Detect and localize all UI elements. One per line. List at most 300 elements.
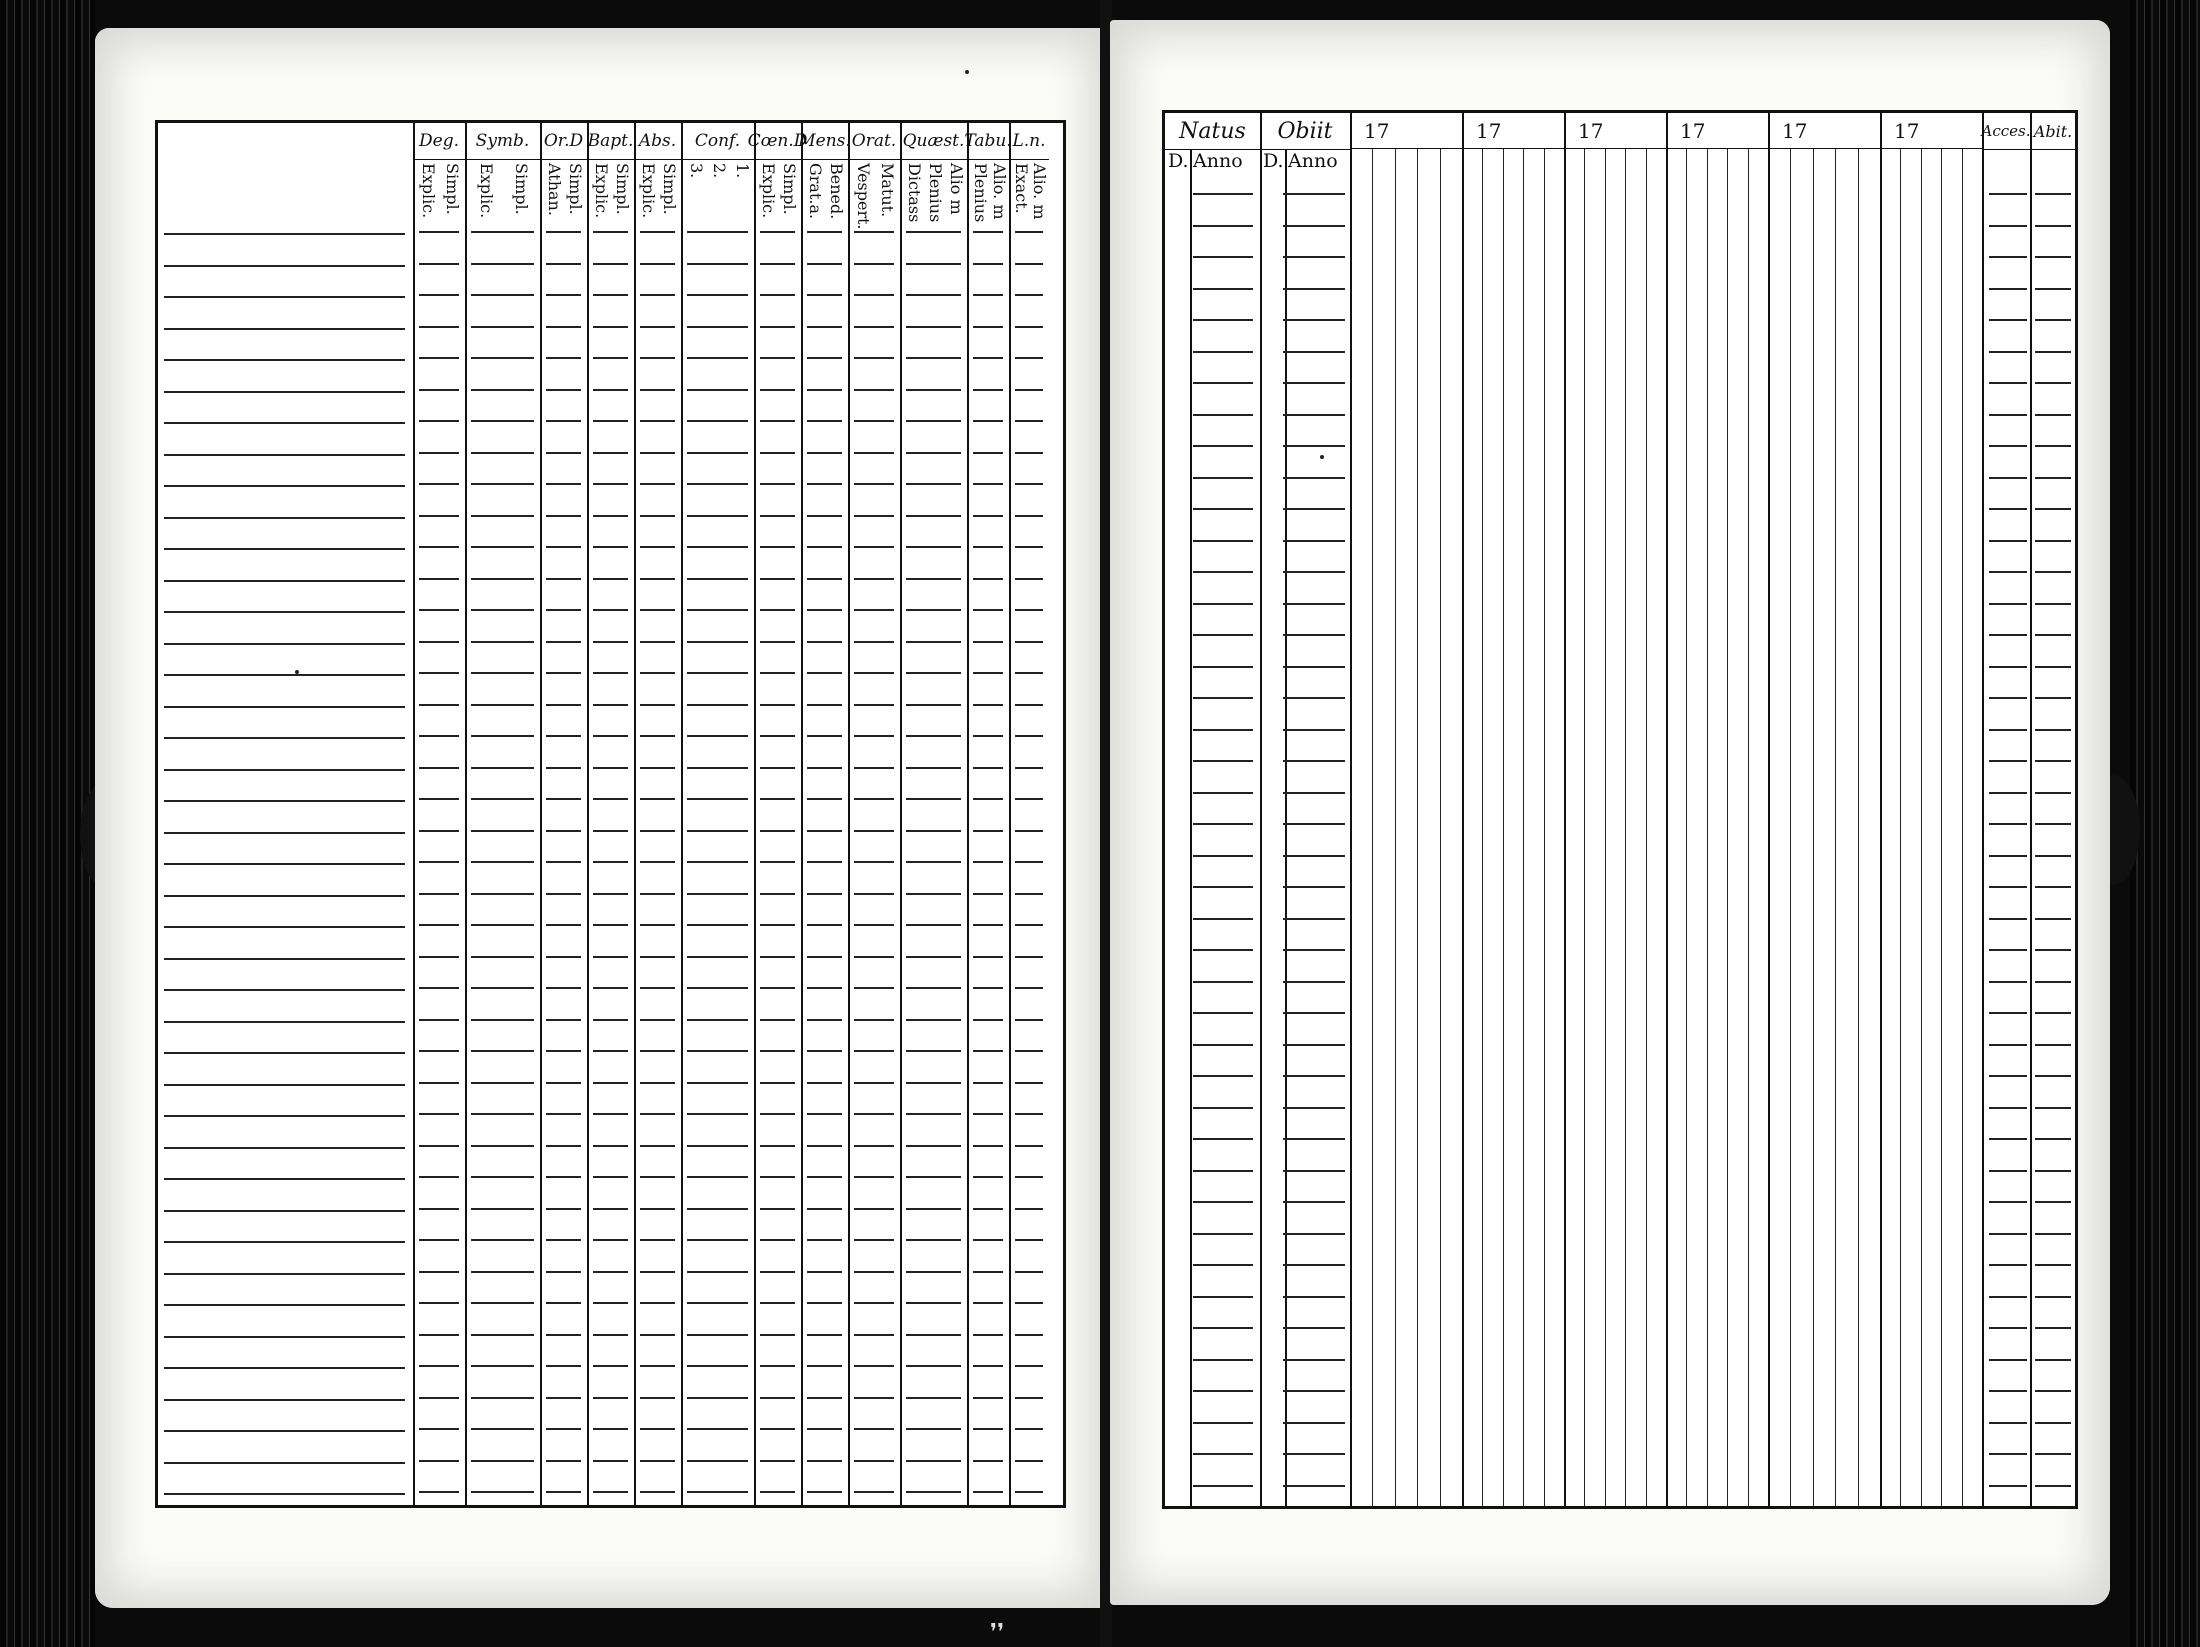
entry-line [906, 1491, 961, 1493]
entry-line [1015, 672, 1043, 674]
entry-line [1193, 1233, 1253, 1235]
entry-line [854, 294, 894, 296]
entry-line [2035, 571, 2071, 573]
column-subheader: Explic. [638, 163, 658, 219]
entry-line [1283, 886, 1345, 888]
entry-line [760, 515, 795, 517]
entry-line [807, 515, 842, 517]
entry-line [1283, 508, 1345, 510]
entry-line [1989, 1012, 2027, 1014]
entry-line [854, 641, 894, 643]
entry-line [760, 263, 795, 265]
entry-line [546, 704, 581, 706]
entry-line [807, 452, 842, 454]
entry-line [419, 1428, 459, 1430]
entry-line [2035, 1296, 2071, 1298]
entry-line [1193, 1327, 1253, 1329]
entry-line [471, 1365, 534, 1367]
entry-line [906, 861, 961, 863]
entry-line [419, 1208, 459, 1210]
entry-line [1015, 1460, 1043, 1462]
entry-line [854, 1239, 894, 1241]
entry-line [1193, 571, 1253, 573]
entry-line [1283, 1264, 1345, 1266]
entry-line [2035, 414, 2071, 416]
entry-line [546, 1334, 581, 1336]
entry-line [807, 1019, 842, 1021]
entry-line [1989, 886, 2027, 888]
entry-line [1193, 1264, 1253, 1266]
entry-line [546, 672, 581, 674]
entry-line [973, 1271, 1003, 1273]
entry-line [1193, 1044, 1253, 1046]
entry-line [419, 389, 459, 391]
entry-line [807, 893, 842, 895]
entry-line [906, 294, 961, 296]
entry-line [807, 1302, 842, 1304]
entry-line [1283, 256, 1345, 258]
column-divider [1285, 149, 1287, 1506]
entry-line [471, 798, 534, 800]
name-line [164, 580, 405, 582]
day-divider [1544, 149, 1545, 1506]
entry-line [760, 231, 795, 233]
entry-line [687, 1239, 748, 1241]
entry-line [760, 1239, 795, 1241]
entry-line [2035, 382, 2071, 384]
column-divider [900, 123, 902, 1505]
entry-line [1283, 760, 1345, 762]
name-line [164, 1273, 405, 1275]
entry-line [760, 987, 795, 989]
entry-line [593, 672, 628, 674]
entry-line [1015, 609, 1043, 611]
entry-line [419, 609, 459, 611]
entry-line [2035, 603, 2071, 605]
column-divider [681, 123, 683, 1505]
entry-line [1989, 508, 2027, 510]
entry-line [471, 546, 534, 548]
entry-line [546, 231, 581, 233]
entry-line [1015, 263, 1043, 265]
entry-line [760, 1271, 795, 1273]
entry-line [471, 735, 534, 737]
entry-line [854, 704, 894, 706]
entry-line [854, 830, 894, 832]
entry-line [1283, 351, 1345, 353]
entry-line [760, 326, 795, 328]
entry-line [906, 1208, 961, 1210]
entry-line [546, 641, 581, 643]
entry-line [854, 515, 894, 517]
name-line [164, 1399, 405, 1401]
name-line [164, 1084, 405, 1086]
entry-line [973, 1334, 1003, 1336]
entry-line [973, 483, 1003, 485]
entry-line [593, 1050, 628, 1052]
entry-line [2035, 256, 2071, 258]
column-divider [1190, 149, 1192, 1506]
entry-line [973, 1145, 1003, 1147]
column-header-cand: Cœn.D [754, 123, 801, 160]
name-line [164, 674, 405, 676]
name-line [164, 643, 405, 645]
entry-line [1193, 792, 1253, 794]
column-header-orat: Orat. [848, 123, 900, 160]
entry-line [2035, 1422, 2071, 1424]
entry-line [2035, 949, 2071, 951]
column-divider [801, 123, 803, 1505]
entry-line [807, 672, 842, 674]
column-subheader: Anno [1193, 150, 1243, 172]
entry-line [419, 420, 459, 422]
entry-line [1989, 351, 2027, 353]
entry-line [471, 1302, 534, 1304]
entry-line [1989, 1201, 2027, 1203]
entry-line [854, 578, 894, 580]
entry-line [1989, 1233, 2027, 1235]
entry-line [593, 1491, 628, 1493]
entry-line [973, 924, 1003, 926]
column-divider [413, 123, 415, 1505]
entry-line [760, 1302, 795, 1304]
entry-line [854, 672, 894, 674]
name-line [164, 265, 405, 267]
column-header-tabu: Tabu. [967, 123, 1009, 160]
column-divider [465, 123, 467, 1505]
entry-line [546, 1050, 581, 1052]
entry-line [640, 672, 675, 674]
entry-line [854, 1145, 894, 1147]
entry-line [1283, 1453, 1345, 1455]
entry-line [687, 956, 748, 958]
entry-line [687, 452, 748, 454]
entry-line [687, 1050, 748, 1052]
entry-line [419, 1365, 459, 1367]
entry-line [546, 263, 581, 265]
entry-line [546, 609, 581, 611]
entry-line [1989, 445, 2027, 447]
entry-line [640, 452, 675, 454]
entry-line [1283, 382, 1345, 384]
entry-line [2035, 1390, 2071, 1392]
entry-line [906, 1145, 961, 1147]
right-register-table [1162, 110, 2078, 1509]
entry-line [854, 231, 894, 233]
entry-line [807, 609, 842, 611]
entry-line [593, 515, 628, 517]
entry-line [640, 515, 675, 517]
entry-line [807, 263, 842, 265]
entry-line [1193, 634, 1253, 636]
entry-line [1015, 1334, 1043, 1336]
entry-line [640, 1145, 675, 1147]
entry-line [807, 735, 842, 737]
entry-line [1015, 452, 1043, 454]
entry-line [906, 357, 961, 359]
entry-line [973, 1176, 1003, 1178]
entry-line [1989, 634, 2027, 636]
entry-line [807, 420, 842, 422]
name-line [164, 926, 405, 928]
entry-line [687, 1334, 748, 1336]
entry-line [419, 672, 459, 674]
entry-line [546, 861, 581, 863]
entry-line [419, 294, 459, 296]
day-divider [1625, 149, 1626, 1506]
entry-line [807, 1145, 842, 1147]
entry-line [1193, 351, 1253, 353]
entry-line [546, 546, 581, 548]
name-line [164, 1115, 405, 1117]
entry-line [1015, 735, 1043, 737]
name-line [164, 1304, 405, 1306]
entry-line [687, 578, 748, 580]
entry-line [593, 483, 628, 485]
entry-line [1193, 1359, 1253, 1361]
name-line [164, 1430, 405, 1432]
name-line [164, 359, 405, 361]
entry-line [973, 893, 1003, 895]
entry-line [906, 231, 961, 233]
entry-line [1989, 1359, 2027, 1361]
entry-line [546, 1271, 581, 1273]
year-header: 17 [1666, 113, 1768, 149]
entry-line [906, 672, 961, 674]
entry-line [419, 704, 459, 706]
entry-line [593, 735, 628, 737]
entry-line [1283, 823, 1345, 825]
entry-line [419, 357, 459, 359]
entry-line [760, 1019, 795, 1021]
column-subheader: Simpl. [780, 163, 800, 215]
name-line [164, 422, 405, 424]
entry-line [2035, 1233, 2071, 1235]
entry-line [1989, 256, 2027, 258]
day-divider [1395, 149, 1396, 1506]
entry-line [546, 767, 581, 769]
entry-line [854, 1491, 894, 1493]
entry-line [1283, 1422, 1345, 1424]
column-divider [587, 123, 589, 1505]
entry-line [1283, 225, 1345, 227]
entry-line [807, 798, 842, 800]
entry-line [640, 704, 675, 706]
entry-line [973, 830, 1003, 832]
column-header-ord: Or.D [540, 123, 587, 160]
entry-line [1015, 767, 1043, 769]
ink-speck [1320, 455, 1324, 459]
entry-line [906, 893, 961, 895]
entry-line [593, 798, 628, 800]
entry-line [687, 1082, 748, 1084]
entry-line [687, 1113, 748, 1115]
entry-line [1283, 1044, 1345, 1046]
entry-line [1193, 414, 1253, 416]
entry-line [419, 735, 459, 737]
entry-line [593, 609, 628, 611]
entry-line [593, 767, 628, 769]
header-natus: Natus [1165, 113, 1260, 150]
entry-line [1989, 382, 2027, 384]
entry-line [1989, 1327, 2027, 1329]
entry-line [2035, 634, 2071, 636]
entry-line [854, 767, 894, 769]
entry-line [1989, 949, 2027, 951]
column-subheader: Alio. m [989, 163, 1009, 220]
entry-line [471, 1271, 534, 1273]
entry-line [687, 609, 748, 611]
entry-line [471, 231, 534, 233]
entry-line [593, 1271, 628, 1273]
entry-line [1283, 1296, 1345, 1298]
entry-line [546, 1145, 581, 1147]
column-subheader: Simpl. [660, 163, 680, 215]
entry-line [854, 1050, 894, 1052]
header-abiit: Abit. [2030, 113, 2076, 150]
column-header-deg: Deg. [413, 123, 465, 160]
entry-line [687, 735, 748, 737]
entry-line [807, 546, 842, 548]
entry-line [854, 609, 894, 611]
entry-line [1015, 704, 1043, 706]
entry-line [1015, 420, 1043, 422]
entry-line [471, 1208, 534, 1210]
entry-line [2035, 288, 2071, 290]
column-subheader: Alio. m [1030, 163, 1049, 220]
entry-line [854, 1271, 894, 1273]
entry-line [687, 987, 748, 989]
entry-line [471, 1050, 534, 1052]
entry-line [973, 672, 1003, 674]
entry-line [471, 1239, 534, 1241]
entry-line [973, 294, 1003, 296]
column-header-bapt: Bapt. [587, 123, 634, 160]
day-divider [1646, 149, 1647, 1506]
entry-line [973, 1302, 1003, 1304]
entry-line [760, 1460, 795, 1462]
entry-line [1989, 193, 2027, 195]
entry-line [419, 987, 459, 989]
entry-line [640, 987, 675, 989]
entry-line [640, 1082, 675, 1084]
entry-line [807, 861, 842, 863]
entry-line [419, 452, 459, 454]
entry-line [2035, 1453, 2071, 1455]
entry-line [419, 1113, 459, 1115]
entry-line [687, 294, 748, 296]
entry-line [471, 515, 534, 517]
entry-line [854, 420, 894, 422]
entry-line [807, 924, 842, 926]
entry-line [640, 1050, 675, 1052]
entry-line [1283, 666, 1345, 668]
ink-speck [965, 70, 969, 74]
entry-line [593, 546, 628, 548]
entry-line [640, 1302, 675, 1304]
entry-line [640, 641, 675, 643]
entry-line [1283, 1390, 1345, 1392]
entry-line [546, 735, 581, 737]
entry-line [687, 1208, 748, 1210]
entry-line [1015, 1302, 1043, 1304]
entry-line [1193, 823, 1253, 825]
entry-line [854, 1019, 894, 1021]
entry-line [640, 357, 675, 359]
ink-speck [295, 670, 299, 674]
entry-line [687, 263, 748, 265]
entry-line [1015, 830, 1043, 832]
column-subheader: 2. [709, 163, 729, 179]
entry-line [854, 1082, 894, 1084]
entry-line [593, 1113, 628, 1115]
column-subheader: D. [1263, 150, 1284, 172]
entry-line [760, 1082, 795, 1084]
entry-line [906, 956, 961, 958]
entry-line [1193, 319, 1253, 321]
column-divider [1982, 113, 1984, 1506]
entry-line [546, 1460, 581, 1462]
entry-line [807, 704, 842, 706]
entry-line [807, 578, 842, 580]
entry-line [760, 1113, 795, 1115]
entry-line [687, 893, 748, 895]
entry-line [593, 861, 628, 863]
entry-line [419, 1050, 459, 1052]
entry-line [419, 231, 459, 233]
entry-line [419, 893, 459, 895]
entry-line [687, 389, 748, 391]
entry-line [2035, 792, 2071, 794]
entry-line [593, 924, 628, 926]
entry-line [906, 263, 961, 265]
name-line [164, 1241, 405, 1243]
entry-line [906, 1050, 961, 1052]
entry-line [419, 326, 459, 328]
entry-line [2035, 445, 2071, 447]
entry-line [640, 767, 675, 769]
entry-line [640, 263, 675, 265]
entry-line [1015, 893, 1043, 895]
entry-line [471, 1019, 534, 1021]
entry-line [973, 1365, 1003, 1367]
entry-line [760, 389, 795, 391]
entry-line [640, 1460, 675, 1462]
entry-line [807, 326, 842, 328]
entry-line [1193, 886, 1253, 888]
column-divider [754, 123, 756, 1505]
entry-line [1193, 1390, 1253, 1392]
entry-line [593, 420, 628, 422]
entry-line [687, 767, 748, 769]
entry-line [1015, 483, 1043, 485]
entry-line [419, 861, 459, 863]
name-line [164, 989, 405, 991]
entry-line [1283, 729, 1345, 731]
entry-line [419, 767, 459, 769]
entry-line [471, 1334, 534, 1336]
entry-line [973, 1239, 1003, 1241]
entry-line [593, 830, 628, 832]
entry-line [854, 1397, 894, 1399]
entry-line [1015, 861, 1043, 863]
entry-line [2035, 193, 2071, 195]
entry-line [1283, 634, 1345, 636]
entry-line [2035, 1264, 2071, 1266]
book-spine-right [2130, 0, 2200, 1647]
entry-line [760, 1428, 795, 1430]
entry-line [807, 1239, 842, 1241]
